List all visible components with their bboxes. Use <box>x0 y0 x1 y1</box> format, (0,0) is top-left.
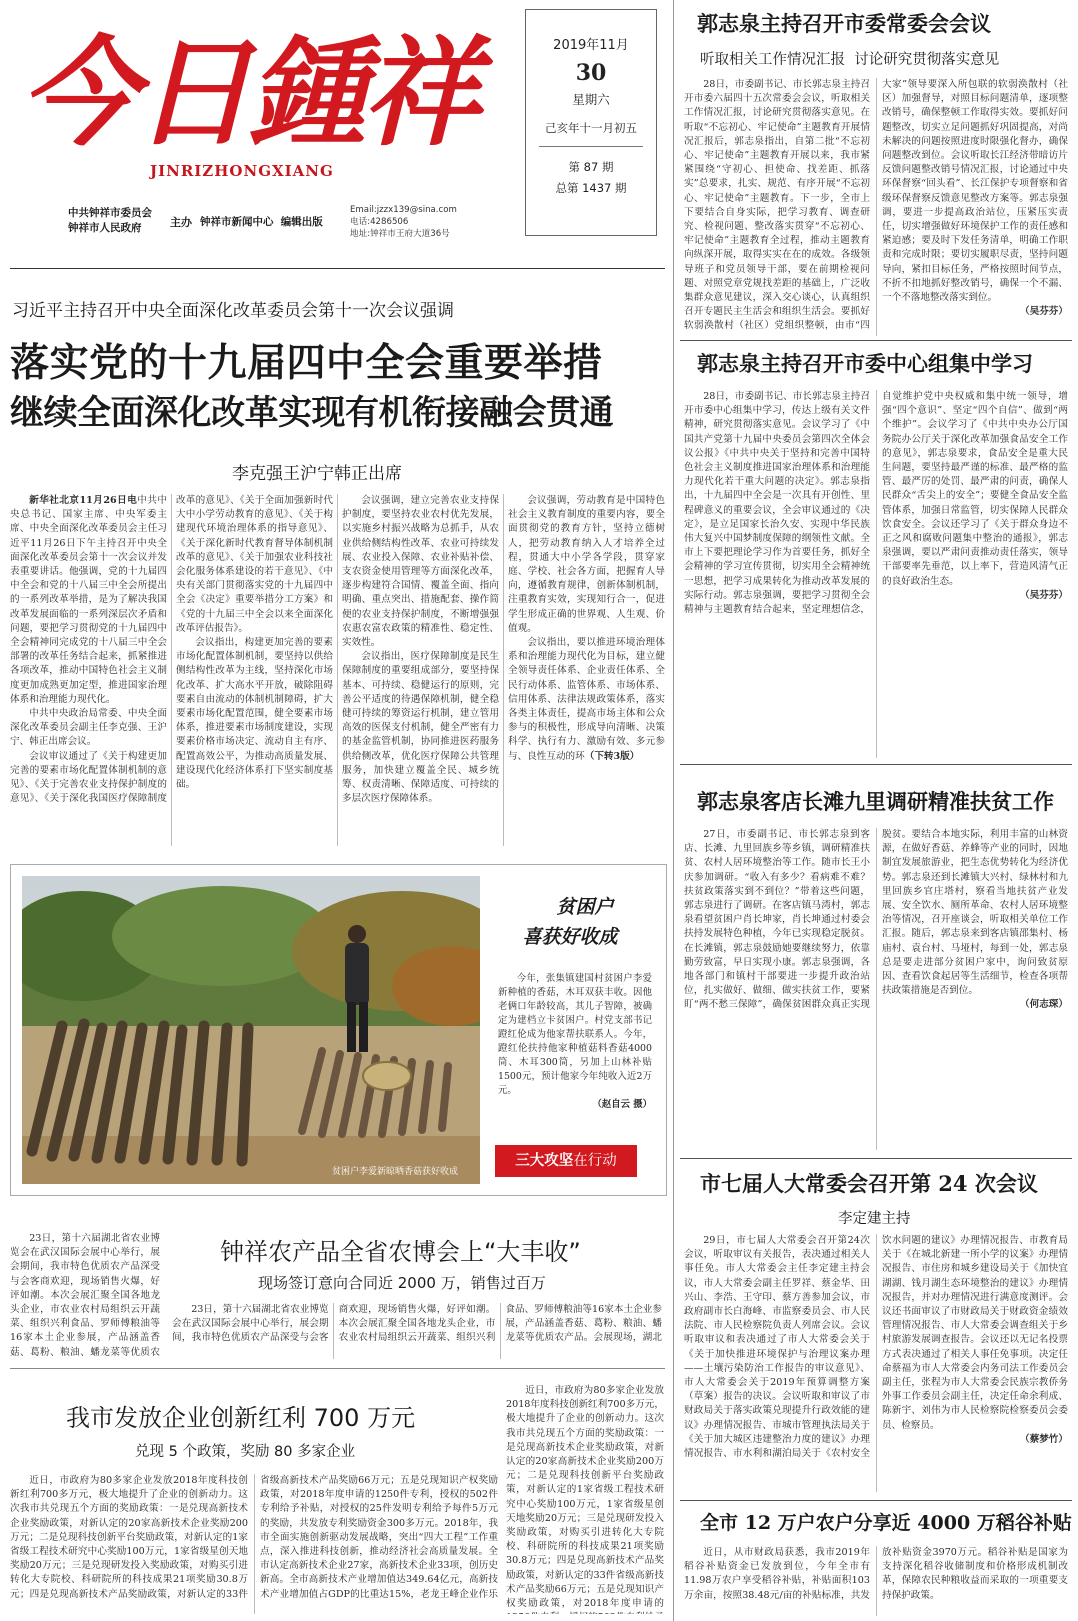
r1-subtitle: 听取相关工作情况汇报 讨论研究贯彻落实意见 <box>700 52 1000 68</box>
r3-body: 27日，市委副书记、市长郭志泉到客店、长滩、九里回族乡等乡镇，调研精准扶贫、农村人居环境整治等工作。随市长王小庆参加调研。“收入有多少？看病难不难？扶贫政策落实到不到位？”带着这些问题，郭志泉进行了调研。在客店镇马湾村，郭志泉看望贫困户肖长坤家，肖长坤通过村委会扶持发展特色种植，今年已实现稳定脱贫。在长滩镇，郭志泉鼓励她要继续努力，依靠勤劳致富，早日实现小康。郭志泉强调，各地各部门和镇村干部要进一步提升政治站位，扎实做好、做细、做实扶贫工作，要紧盯“两不愁三保障”，确保贫困群众真正实现脱贫。要结合本地实际，利用丰富的山林资源，在做好香菇、养蜂等产业的同时，因地制宜发展旅游业，把生态优势转化为经济优势。郭志泉还到长滩镇大兴村、绿林村和九里回族乡官庄塔村，察看当地扶贫产业发展、安全饮水、厕所革命、农村人居环境整治等情况，召开座谈会，听取相关单位工作汇报。随后，郭志泉来到客店镇邵集村、杨庙村、袁台村、马垭村，每到一处，郭志泉总是要走进部分贫困户家中，询问致贫原因、查看饮食起居等生活细节，检查各项帮扶政策措施是否到位。 （何志琛） <box>684 829 1068 1011</box>
section-rule <box>10 1368 665 1369</box>
r5-body: 近日，从市财政局获悉，我市2019年稻谷补贴资金已发放到位，今年全市有11.98万农户享受稻谷补贴，补贴面积103万余亩，按照38.48元/亩的补贴标准，共发放补贴资金3970万元。稻谷补贴是国家为支持深化稻谷收储制度和价格形成机制改革，保障农民种粮收益而采取的一项重要支持保护政策。 <box>684 1547 1068 1601</box>
innovation-body-left: 近日，市政府为80多家企业发放2018年度科技创新红利700多万元，极大地提升了企业的创新动力。这次我市共兑现五个方面的奖励政策：一是兑现高新技术企业奖励政策，对新认定的20家高新技术企业奖励200万元；二是兑现科技创新平台奖励政策，对新认定的1家省级工程技术研究中心奖励100万元，1家省级星创天地奖励20万元；三是兑现研发投入奖励政策，对购买引进转化大专院校、科研院所的科技成果21项奖励30.8万元；四是兑现高新技术产品奖励政策，对新认定的33件省级高新技术产品奖励66万元；五是兑现知识产权奖励政策，对2018年度申请的1250件专利，授权的502件专利给予补贴，对授权的25件发明专利给予每件5万元的奖励，共发放专利奖励资金300多万元。2018年，我市全面实施创新驱动发展战略，突出“四大工程”工作重点，深入推进科技创新，推动经济社会高质量发展。全市认定高新技术企业27家，高新技术企业33项，创历史新高。全市高新技术产业增加值达349.64亿元，高新技术产业增加值占GDP的比重达15%，老龙王峰企业作乐 <box>10 1475 498 1600</box>
r2-body: 28日，市委副书记、市长郭志泉主持召开市委中心组集中学习，传达上级有关文件精神，研究贯彻落实意见。会议学习了《中国共产党第十九届中央委员会第四次全体会议公报》《中共中央关于坚持和完善中国特色社会主义制度推进国家治理体系和治理能力现代化若干重大问题的决定》。郭志泉指出，十九届四中全会是一次具有开创性、里程碑意义的重要会议，全会审议通过的《决定》，是立足国家长治久安、实现中华民族伟大复兴中国梦制度保障的纲领性文献。全市上下要把理论学习作为首要任务，抓好全会精神的学习宣传贯彻，切实用全会精神统一思想，把学习成果转化为推动改革发展的实际行动。郭志泉强调，要把学习贯彻全会精神与主题教育结合起来，坚定理想信念，自觉维护党中央权威和集中统一领导，增强“四个意识”、坚定“四个自信”、做到“两个维护”。会议学习了《中共中央办公厅国务院办公厅关于深化改革加强食品安全工作的意见》，郭志泉要求，食品安全是重大民生问题，要坚持最严谨的标准、最严格的监管、最严厉的处罚、最严肃的问责，确保人民群众“舌尖上的安全”；要健全食品安全监管体系，加强日常监管，切实保障人民群众饮食安全。会议还学习了《关于群众身边不正之风和腐败问题集中整治的通报》，郭志泉强调，要以严肃问责推动责任落实，领导干部要率先垂范，以上率下，营造风清气正的良好政治生态。 （吴芬芬） <box>684 391 1068 616</box>
lead-article-body: 新华社北京11月26日电中共中央总书记、国家主席、中央军委主席、中央全面深化改革委员会主任习近平11月26日下午主持召开中央全面深化改革委员会第十一次会议并发表重要讲话。他强调，党的十九届四中全会和党的十八届三中全会所提出的一系列改革举措，是为了解决我国改革发展面临的一系列深层次矛盾和问题，要把学习贯彻党的十九届四中全会精神同完成党的十八届三中全会部署的改革任务结合起来，抓紧推进各项改革，推动中国特色社会主义制度更加成熟更加定型，推进国家治理体系和治理能力现代化。 中共中央政治局常委、中央全面深化改革委员会副主任李克强、王沪宁、韩正出席会议。 会议审议通过了《关于构建更加完善的要素市场化配置体制机制的意见》、《关于完善农业支持保护制度的意见》、《关于深化我国医疗保障制度改革的意见》、《关于全面加强新时代大中小学劳动教育的意见》、《关于构建现代环境治理体系的指导意见》、《关于深化新时代教育督导体制机制改革的意见》、《关于加强农业科技社会化服务体系建设的若干意见》、《中央有关部门贯彻落实党的十九届四中全会《决定》重要举措分工方案》和《党的十九届三中全会以来全面深化改革评估报告》。 会议指出，构建更加完善的要素市场化配置体制机制，要坚持以供给侧结构性改革为主线，坚持深化市场化改革、扩大高水平开放，破除阻碍要素自由流动的体制机制障碍，扩大要素市场化配置范围，健全要素市场体系，推进要素市场制度建设，实现要素价格市场决定、流动自主有序、配置高效公平，为推动高质量发展、建设现代化经济体系打下坚实制度基础。 会议强调，建立完善农业支持保护制度，要坚持农业农村优先发展，以实施乡村振兴战略为总抓手，从农业供给侧结构性改革、农业可持续发展、农业投入保障、农业补贴补偿、支农资金使用管理等方面深化改革，逐步构建符合国情、覆盖全面、指向明确、重点突出、措施配套、操作简便的农业支持保护制度，不断增强强农惠农富农政策的精准性、稳定性、实效性。 会议指出，医疗保障制度是民生保障制度的重要组成部分，要坚持保基本、可持续、稳健运行的原则，完善公平适度的待遇保障机制，健全稳健可持续的筹资运行机制，建立管用高效的医保支付机制，健全严密有力的基金监管机制，协同推进医药服务供给侧改革，优化医疗保障公共管理服务，加快建立覆盖全民、城乡统筹、权责清晰、保障适度、可持续的多层次医疗保障体系。 会议强调，劳动教育是中国特色社会主义教育制度的重要内容，要全面贯彻党的教育方针，坚持立德树人，把劳动教育纳入人才培养全过程，贯通大中小学各学段，贯穿家庭、学校、社会各方面，把握育人导向，遵循教育规律，创新体制机制，注重教育实效，实现知行合一，促进学生形成正确的世界观、人生观、价值观。 会议指出，要以推进环境治理体系和治理能力现代化为目标，建立健全领导责任体系、企业责任体系、全民行动体系、监管体系、市场体系、信用体系、法律法规政策体系，落实各类主体责任，提高市场主体和公众参与的积极性，形成导向清晰、决策科学、执行有力、激励有效、多元参与、良性互动的环（下转3版） <box>10 495 665 805</box>
r4-subtitle: 李定建主持 <box>838 1211 911 1227</box>
r3-title: 郭志泉客店长滩九里调研精准扶贫工作 <box>697 789 1054 814</box>
column-rule-right <box>673 0 674 1621</box>
agri-body-main: 23日，第十六届湖北省农业博览会在武汉国际会展中心举行，展会期间，我市特色优质农产品深受与会客商欢迎，现场销售火爆，好评如潮。本次会展汇聚全国各地龙头企业，市农业农村局组织云开蔬菜、组织兴利食品、罗师傅粮油等16家本土企业参展，产品涵盖香菇、葛粉、粮油、蟠龙菜等优质农产品。会展现场，湖北 <box>172 1304 662 1344</box>
agri-subtitle: 现场签订意向合同近 2000 万，销售过百万 <box>258 1274 546 1292</box>
agri-body-left: 23日，第十六届湖北省农业博览会在武汉国际会展中心举行，展会期间，我市特色优质农产品深受与会客商欢迎，现场销售火爆，好评如潮。本次会展汇聚全国各地龙头企业，市农业农村局组织云开蔬菜、组织兴利食品、罗师傅粮油等16家本土企业参展，产品涵盖香菇、葛粉、粮油、蟠龙菜等优质农 <box>10 1233 160 1358</box>
poverty-campaign-badge: 三大攻坚在行动 <box>495 1145 637 1177</box>
masthead-rule <box>10 268 665 269</box>
lead-kicker: 习近平主持召开中央全面深化改革委员会第十一次会议强调 <box>12 301 454 321</box>
issue-number: 第 87 期 <box>568 160 614 174</box>
continued-marker: （下转3版） <box>584 750 640 762</box>
masthead-orgs <box>68 206 152 236</box>
date-lunar: 己亥年十一月初五 <box>545 121 637 135</box>
masthead-contact <box>350 204 457 240</box>
lead-dateline: 新华社北京11月26日电 <box>29 495 138 506</box>
contact-email: Email:jzzx139@sina.com <box>350 205 457 215</box>
r1-title: 郭志泉主持召开市委常委会会议 <box>697 11 991 36</box>
r5-title: 全市 12 万户农户分享近 4000 万稻谷补贴 <box>700 1512 1072 1534</box>
total-issue-number: 总第 1437 期 <box>555 181 627 195</box>
r2-title: 郭志泉主持召开市委中心组集中学习 <box>697 351 1033 376</box>
photo-overlay-caption: 贫困户李爱新晾晒香菇获好收成 <box>332 1167 459 1177</box>
r4-title: 市七届人大常委会召开第 24 次会议 <box>700 1171 1038 1196</box>
feature-photo <box>22 876 480 1184</box>
masthead-logo <box>12 6 507 156</box>
masthead-publisher: 钟祥市新闻中心 编辑出版 <box>200 216 323 228</box>
calligraphy-logo-graphic <box>12 6 507 156</box>
dateline-box <box>525 9 657 236</box>
innovation-title: 我市发放企业创新红利 700 万元 <box>66 1404 416 1432</box>
masthead-pinyin: JINRIZHONGXIANG <box>150 162 334 180</box>
lead-subtitle: 李克强王沪宁韩正出席 <box>232 464 402 484</box>
date-day: 30 <box>575 60 607 86</box>
r4-body: 29日，市七届人大常委会召开第24次会议，听取审议有关报告，表决通过相关人事任免。市人大常委会主任李定建主持会议，市人大常委会副主任罗祥、蔡金华、田兴山、李浩、王守印、蔡方善参加会议，市政府副市长白海峰、市监察委员会、市人民法院、市人民检察院负责人列席会议。会议听取审议和表决通过了市人大常委会关于《关于加快推进环境保护与治理议案办理——土壤污染防治工作报告的审议意见》、市人大常委会关于2019年预算调整方案（草案）报告的决议。会议听取和审议了市财政局关于落实政策兑现提升行政效能的建议》办理情况报告、市城市管理执法局关于《关于加大城区违建整治力度的建议》办理情况报告、市水利和湖泊局关于《农村安全饮水问题的建议》办理情况报告、市教育局关于《在城北新建一所小学的议案》办理情况报告、市住房和城乡建设局关于《加快宜湖湖、钱月湖生态环境整治的建议》办理情况报告，并对办理情况进行满意度测评。会议还书面审议了市财政局关于财政资金绩效管理情况报告、市人大常委会调查组关于乡村旅游发展调查报告。会议还以无记名投票方式表决通过了相关人事任免事项。决定任命蔡福为市人大常委会内务司法工作委员会副主任，张程为市人大常委会民族宗教侨务外事工作委员会副主任，决定任命余利成、陈新宇、刘伟为市人民检察院检察委员会委员、检察员。 （蔡梦竹） <box>684 1235 1068 1460</box>
agri-title: 钟祥农产品全省农博会上“大丰收” <box>220 1238 581 1266</box>
lead-title-line2: 继续全面深化改革实现有机衔接融会贯通 <box>10 393 613 433</box>
contact-phone: 电话:4286506 <box>350 217 409 227</box>
mushroom-logs-photo <box>22 876 480 1184</box>
lead-title-line1: 落实党的十九届四中全会重要举措 <box>10 340 603 386</box>
date-year-month: 2019年11月 <box>553 38 629 53</box>
r1-body: 28日，市委副书记、市长郭志泉主持召开市委六届四十五次常委会会议，听取相关工作情况汇报，讨论研究贯彻落实意见。在听取“不忘初心、牢记使命”主题教育开展情况汇报后，郭志泉指出，自第二批“不忘初心、牢记使命”主题教育开展以来，我市紧紧围绕“守初心、担使命、找差距、抓落实”总要求，扎实、规范、有序开展“不忘初心、牢记使命”主题教育。下一步，全市上下要结合自身实际，把学习教育、调查研究、检视问题、整改落实贯穿“不忘初心、牢记使命”主题教育全过程，推动主题教育向纵深开展，取得实实在在的成效。各级领导班子和党员领导干部，要在前期检视问题、对照党章党规找差距的基础上，广泛收集群众意见建议，深入交心谈心，认真组织召开专题民主生活会和组织生活会。要抓好软弱涣散村（社区）党组织整顿，由市“四大家”领导要深入所包联的软弱涣散村（社区）加强督导，对照目标问题清单，逐项整改销号，确保整顿工作取得实效。要抓好问题整改，切实立足问题抓好巩固提高，对尚未解决的问题按照进度时限强化督办，确保问题整改到位。会议听取长江经济带暗访片反馈问题整改销号情况汇报，讨论通过中央环保督察“回头看”、长江保护专项督察和省级环保督察反馈意见整改方案等。郭志泉强调，要进一步提高政治站位，压紧压实责任，切实增强做好环境保护工作的责任感和紧迫感；要及时下发任务清单，明确工作职责和完成时限；要切实履职尽责，坚持问题导向，紧扣目标任务，严格按照时间节点，不折不扣地抓好整改销号，确保一个不漏、一个不落地整改落实到位。 （吴芬芬） <box>684 79 1068 332</box>
logo-text: 今日鍾祥 <box>20 23 477 156</box>
innovation-body-right: 近日，市政府为80多家企业发放2018年度科技创新红利700多万元，极大地提升了企业的创新动力。这次我市共兑现五个方面的奖励政策：一是兑现高新技术企业奖励政策，对新认定的20家高新技术企业奖励200万元；二是兑现科技创新平台奖励政策，对新认定的1家省级工程技术研究中心奖励100万元，1家省级星创天地奖励20万元；三是兑现研发投入奖励政策，对购买引进转化大专院校、科研院所的科技成果21项奖励30.8万元；四是兑现高新技术产品奖励政策，对新认定的33件省级高新技术产品奖励66万元；五是兑现知识产权奖励政策，对2018年度申请的 <box>506 1385 664 1610</box>
photo-caption-text: 今年，张集镇建国村贫困户李爱新种植的香菇，木耳双获丰收。因他老俩口年龄较高，其儿子智障，被确定为建档立卡贫困户。村党支部书记蹬红伦成为他家帮扶联系人。今年，蹬红伦扶持他家种植菇料香菇4000筒、木耳300筒，另加上山林补贴1500元，预计他家今年纯收入近2万元。 （赵自云 摄） <box>498 973 652 1110</box>
masthead-host: 主办 <box>170 216 192 229</box>
org-government: 钟祥市人民政府 <box>68 222 142 234</box>
innovation-subtitle: 兑现 5 个政策，奖励 80 多家企业 <box>135 1444 356 1460</box>
photo-feature-title: 贫困户 喜获好收成 <box>522 896 618 948</box>
contact-address: 地址:钟祥市王府大道36号 <box>350 229 450 239</box>
r3-rule <box>680 1158 1072 1159</box>
r2-rule <box>680 764 1072 765</box>
r1-rule <box>680 340 1072 341</box>
date-weekday: 星期六 <box>572 92 610 107</box>
r4-rule <box>680 1500 1072 1501</box>
org-party-committee: 中共钟祥市委员会 <box>68 207 152 219</box>
